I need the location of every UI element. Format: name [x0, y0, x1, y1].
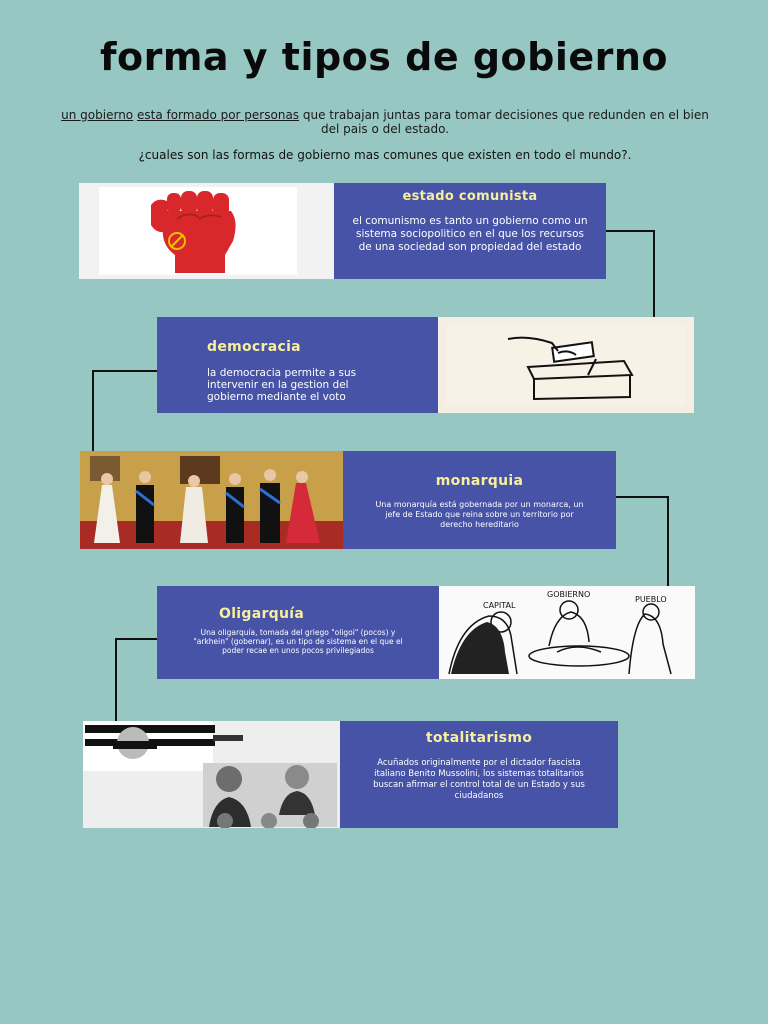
ballot-box-image	[438, 317, 694, 413]
oligarchy-cartoon-image	[439, 586, 695, 679]
section-text: la democracia permite a sus intervenir en la gestion del gobierno mediante el voto	[207, 367, 357, 403]
intro-underlined-2: esta formado por personas	[136, 108, 300, 122]
section-text: Una monarquía está gobernada por un monarca, un jefe de Estado que reina sobre un territorio por derecho hereditario	[375, 500, 584, 529]
section-panel-comunista	[334, 183, 606, 279]
connector-line	[606, 230, 654, 232]
section-title: estado comunista	[402, 189, 538, 204]
cartoon-label-gobierno: GOBIERNO	[547, 590, 591, 599]
section-title: Oligarquía	[219, 606, 305, 622]
intro-rest: que trabajan juntas para tomar decisiones que redunden en el bien del pais o del estado.	[299, 108, 709, 136]
cartoon-label-pueblo: PUEBLO	[635, 595, 667, 604]
connector-line	[667, 496, 669, 587]
section-text: Una oligarquía, tomada del griego "oligoi" (pocos) y "arkhein" (gobernar), es un tipo de sistema en el que el poder recae en unos pocos privilegiados	[193, 628, 403, 655]
section-title: totalitarismo	[425, 730, 533, 746]
connector-line	[92, 370, 158, 372]
communist-fist-image	[79, 183, 334, 279]
connector-line	[616, 496, 668, 498]
intro-question: ¿cuales son las formas de gobierno mas comunes que existen en todo el mundo?.	[138, 148, 632, 162]
connector-line	[115, 638, 117, 722]
royal-family-image	[80, 451, 343, 549]
section-panel-totalitarismo	[340, 721, 618, 828]
section-panel-democracia	[157, 317, 438, 413]
section-title: monarquia	[435, 473, 524, 489]
section-text: el comunismo es tanto un gobierno como un sistema sociopolitico en el que los recursos de una sociedad son propiedad del estado	[352, 215, 588, 253]
page-title: forma y tipos de gobierno	[99, 35, 669, 79]
connector-line	[653, 230, 655, 318]
intro-underlined-1: un gobierno	[61, 108, 134, 122]
dictators-collage-image	[83, 721, 340, 828]
connector-line	[115, 638, 158, 640]
cartoon-label-capital: CAPITAL	[483, 601, 516, 610]
intro-text	[60, 108, 710, 136]
section-text: Acuñados originalmente por el dictador fascista italiano Benito Mussolini, los sistemas totalitarios buscan afirmar el control total de un Estado y sus ciudadanos	[373, 758, 585, 801]
section-panel-monarquia	[343, 451, 616, 549]
section-panel-oligarquia	[157, 586, 439, 679]
section-title: democracia	[207, 339, 301, 355]
connector-line	[92, 370, 94, 452]
